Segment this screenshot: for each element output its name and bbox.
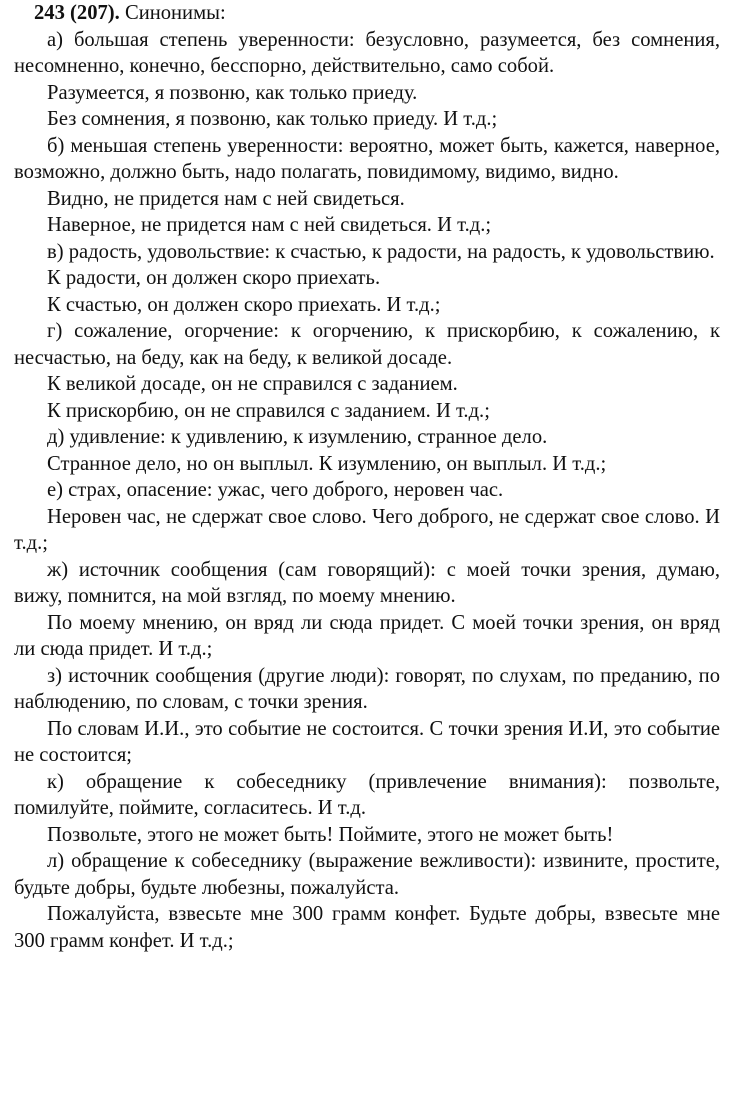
paragraph: Видно, не придется нам с ней свидеться. (47, 187, 405, 210)
paragraph: По моему мнению, он вряд ли сюда придет. С моей точки зрения, он вряд ли сюда придет. И т.д.; (14, 611, 720, 660)
paragraph: в) радость, удовольствие: к счастью, к радости, на радость, к удовольствию. (47, 240, 715, 263)
paragraph: з) источник сообщения (другие люди): говорят, по слухам, по преданию, по наблюдению, по словам, с точки зрения. (14, 664, 720, 713)
paragraph: л) обращение к собеседнику (выражение вежливости): извините, простите, будьте добры, будьте любезны, пожалуйста. (14, 850, 720, 899)
paragraph: Разумеется, я позвоню, как только приеду. (47, 81, 418, 104)
paragraph: Странное дело, но он выплыл. К изумлению, он выплыл. И т.д.; (47, 452, 607, 475)
paragraph: К счастью, он должен скоро приехать. И т.д.; (47, 293, 441, 316)
paragraph: д) удивление: к удивлению, к изумлению, странное дело. (47, 426, 548, 448)
paragraph: б) меньшая степень уверенности: вероятно, может быть, кажется, наверное, возможно, должно быть, надо полагать, повидимому, видимо, видно. (14, 134, 720, 183)
paragraph: Позвольте, этого не может быть! Поймите, этого не может быть! (47, 823, 614, 846)
paragraph: Наверное, не придется нам с ней свидеться. И т.д.; (47, 214, 492, 236)
paragraph: г) сожаление, огорчение: к огорчению, к прискорбию, к сожалению, к несчастью, на беду, как на беду, к великой досаде. (14, 320, 720, 369)
paragraph: Неровен час, не сдержат свое слово. Чего доброго, не сдержат свое слово. И т.д.; (14, 505, 720, 554)
paragraph: к) обращение к собеседнику (привлечение внимания): позвольте, помилуйте, поймите, согласитесь. И т.д. (14, 770, 720, 819)
paragraph: Без сомнения, я позвоню, как только приеду. И т.д.; (47, 108, 498, 130)
paragraph: По словам И.И., это событие не состоится. С точки зрения И.И, это событие не состоится; (14, 717, 720, 766)
paragraph: К великой досаде, он не справился с заданием. (47, 373, 458, 395)
page (14, 0, 720, 954)
exercise-body (14, 27, 720, 955)
exercise-number: 243 (207). (34, 2, 120, 24)
exercise-heading (14, 0, 720, 27)
paragraph: ж) источник сообщения (сам говорящий): с моей точки зрения, думаю, вижу, помнится, на мой взгляд, по моему мнению. (14, 558, 720, 607)
paragraph: е) страх, опасение: ужас, чего доброго, неровен час. (47, 479, 504, 501)
paragraph: а) большая степень уверенности: безусловно, разумеется, без сомнения, несомненно, конечно, бесспорно, действительно, само собой. (14, 28, 720, 77)
paragraph: К прискорбию, он не справился с заданием. И т.д.; (47, 399, 490, 422)
exercise-title: Синонимы: (124, 2, 226, 24)
paragraph: Пожалуйста, взвесьте мне 300 грамм конфет. Будьте добры, взвесьте мне 300 грамм конфет. И т.д.; (14, 903, 720, 952)
paragraph: К радости, он должен скоро приехать. (47, 267, 381, 289)
